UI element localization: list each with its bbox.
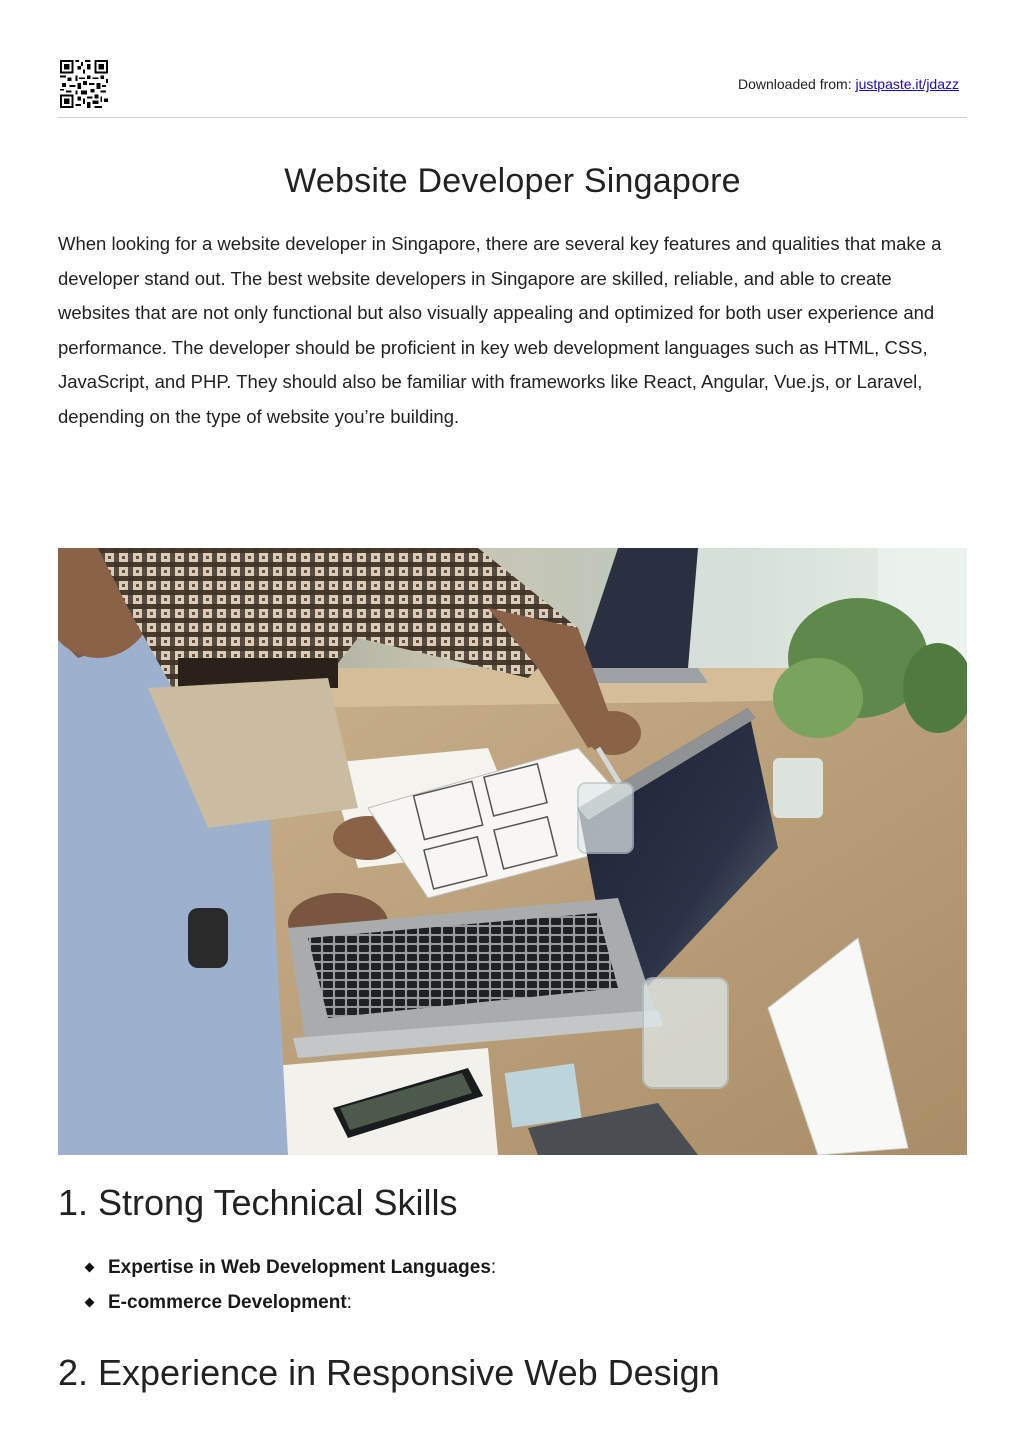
list-item-label: Expertise in Web Development Languages: [108, 1256, 491, 1278]
download-source-prefix: Downloaded from:: [737, 76, 852, 92]
intro-paragraph: When looking for a website developer in Singapore, there are several key features and qualities that make a developer stand out. The best website developers in Singapore are skilled, reliable, and able to create websites that are not only functional but also visually appealing and optimized for both user experience and performance. The developer should be proficient in key web development languages such as HTML, CSS, JavaScript, and PHP. They should also be familiar with frameworks like React, Angular, Vue.js, or Laravel, depending on the type of website you’re building.: [58, 233, 942, 427]
list-item-suffix: :: [346, 1291, 352, 1313]
document-page: [58, 0, 967, 1393]
list-item-label: E-commerce Development: [108, 1291, 347, 1313]
page-title: Website Developer Singapore: [284, 162, 741, 200]
qr-code-icon: [60, 60, 108, 108]
hero-photo-developers-at-laptop: [58, 548, 967, 1155]
list-item-suffix: :: [490, 1256, 497, 1278]
diamond-bullet-icon: [85, 1263, 95, 1273]
document-header: [58, 0, 967, 118]
source-link[interactable]: justpaste.it/jdazz: [855, 76, 959, 92]
diamond-bullet-icon: [85, 1298, 95, 1308]
section-heading-technical-skills: 1. Strong Technical Skills: [58, 1182, 458, 1223]
download-source-line: [738, 76, 959, 92]
technical-skills-list: [86, 1250, 496, 1320]
list-item: [86, 1285, 496, 1320]
section-heading-responsive-design: 2. Experience in Responsive Web Design: [58, 1352, 720, 1393]
list-item: [86, 1250, 496, 1285]
